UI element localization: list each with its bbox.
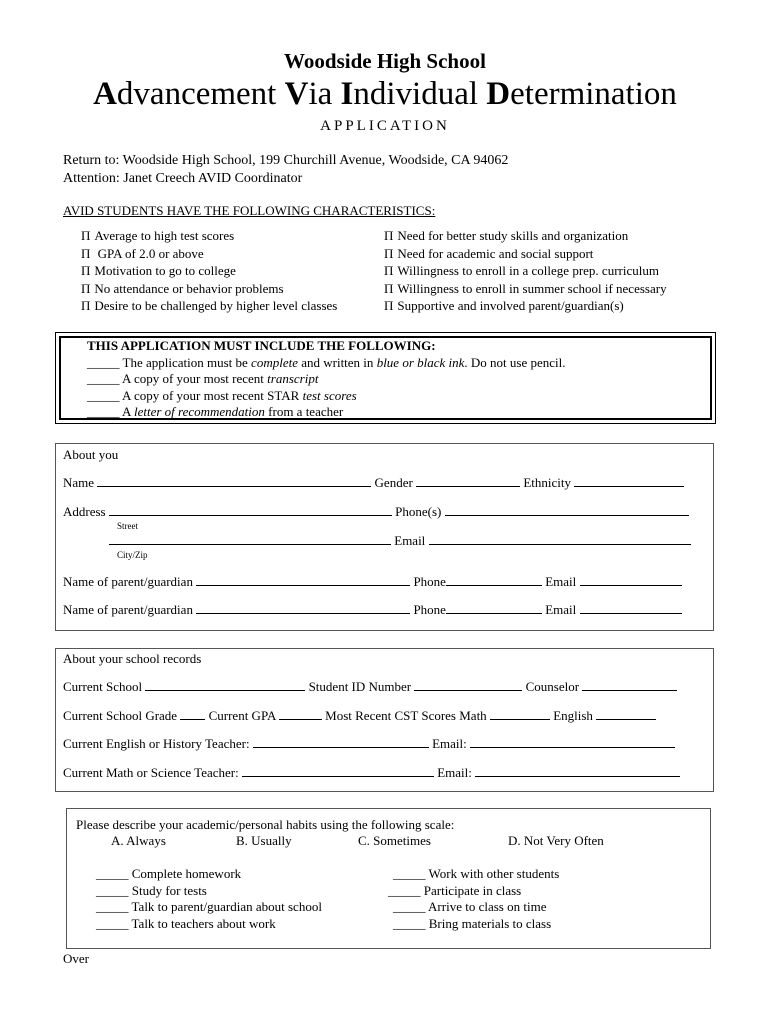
- attention-line: Attention: Janet Creech AVID Coordinator: [63, 171, 303, 186]
- habits-right-list: [388, 866, 560, 932]
- city-zip-field[interactable]: [109, 533, 391, 545]
- parent-email-field-2[interactable]: [580, 602, 682, 614]
- parent-name-field-1[interactable]: [196, 574, 410, 586]
- phones-label: Phone(s): [395, 504, 442, 519]
- cst-english-field[interactable]: [596, 708, 656, 720]
- math-teacher-email-field[interactable]: [475, 765, 680, 777]
- list-item: Π Willingness to enroll in summer school if necessary: [384, 280, 667, 296]
- characteristics-right-list: [384, 227, 667, 315]
- parent-row-1: Name of parent/guardian Phone Email: [63, 574, 682, 590]
- list-item: Π Willingness to enroll in a college prep. curriculum: [384, 263, 659, 278]
- gender-label: Gender: [374, 475, 413, 490]
- list-item: _____ Complete homework: [96, 866, 242, 881]
- checkbox-blank[interactable]: _____: [87, 354, 120, 370]
- rating-blank[interactable]: _____: [96, 915, 129, 931]
- phones-field[interactable]: [445, 504, 689, 516]
- list-item: Π Need for better study skills and organization: [384, 228, 629, 243]
- scale-not-very-often: D. Not Very Often: [508, 833, 604, 848]
- list-item: _____ Talk to parent/guardian about school: [96, 899, 322, 914]
- about-you-heading: About you: [63, 447, 119, 462]
- rating-blank[interactable]: _____: [388, 882, 421, 898]
- rating-blank[interactable]: _____: [393, 866, 426, 881]
- list-item: _____ Bring materials to class: [393, 915, 552, 931]
- requirement-item: _____ A copy of your most recent transcript: [87, 371, 319, 386]
- requirement-item: _____ A copy of your most recent STAR test scores: [87, 387, 357, 403]
- rating-blank[interactable]: _____: [393, 915, 426, 931]
- return-address: Return to: Woodside High School, 199 Churchill Avenue, Woodside, CA 94062: [63, 153, 509, 168]
- characteristics-heading: AVID STUDENTS HAVE THE FOLLOWING CHARACTERISTICS:: [63, 203, 436, 218]
- checkbox-blank[interactable]: _____: [87, 387, 120, 403]
- habits-intro: Please describe your academic/personal habits using the following scale:: [76, 817, 455, 832]
- requirement-item: _____ The application must be complete and written in blue or black ink. Do not use pencil.: [87, 354, 566, 370]
- cst-math-field[interactable]: [490, 708, 550, 720]
- parent-phone-field-2[interactable]: [446, 602, 542, 614]
- scale-usually: B. Usually: [236, 833, 292, 848]
- page-subtitle: APPLICATION: [320, 118, 450, 134]
- city-row: [109, 533, 691, 549]
- street-field[interactable]: [109, 504, 392, 516]
- address-label: Address: [63, 504, 106, 519]
- list-item: Π Supportive and involved parent/guardian(s): [384, 298, 624, 313]
- checkbox-blank[interactable]: _____: [87, 404, 120, 419]
- requirements-heading: THIS APPLICATION MUST INCLUDE THE FOLLOWING:: [87, 338, 436, 353]
- counselor-field[interactable]: [582, 679, 677, 691]
- list-item: _____ Study for tests: [96, 882, 207, 898]
- ethnicity-label: Ethnicity: [523, 475, 571, 490]
- current-school-row: Current School Student ID Number Counselor: [63, 679, 677, 695]
- list-item: Π Need for academic and social support: [384, 245, 594, 261]
- rating-blank[interactable]: _____: [393, 899, 426, 914]
- rating-blank[interactable]: _____: [96, 866, 129, 881]
- list-item: _____ Arrive to class on time: [393, 899, 547, 914]
- over-label: Over: [63, 951, 89, 966]
- scale-sometimes: C. Sometimes: [358, 833, 431, 848]
- grade-row: Current School Grade Current GPA Most Recent CST Scores Math English: [63, 708, 656, 724]
- list-item: Π Desire to be challenged by higher level classes: [81, 298, 338, 313]
- name-row: [63, 475, 684, 491]
- list-item: _____ Participate in class: [388, 882, 522, 898]
- school-name: Woodside High School: [284, 49, 486, 73]
- name-field[interactable]: [97, 475, 371, 487]
- page-title: Advancement Via Individual Determination: [93, 76, 677, 112]
- parent-name-field-2[interactable]: [196, 602, 410, 614]
- parent-phone-field-1[interactable]: [446, 574, 542, 586]
- email-field[interactable]: [429, 533, 691, 545]
- math-teacher-field[interactable]: [242, 765, 434, 777]
- address-row: [63, 504, 689, 520]
- habits-left-list: [96, 866, 322, 932]
- english-teacher-email-field[interactable]: [470, 736, 675, 748]
- ethnicity-field[interactable]: [574, 475, 684, 487]
- checkbox-blank[interactable]: _____: [87, 371, 120, 386]
- list-item: Π Average to high test scores: [81, 228, 235, 243]
- list-item: Π Motivation to go to college: [81, 263, 236, 278]
- current-school-field[interactable]: [145, 679, 305, 691]
- requirement-item: _____ A letter of recommendation from a teacher: [87, 404, 344, 419]
- english-teacher-row: Current English or History Teacher: Email:: [63, 736, 675, 752]
- list-item: _____ Talk to teachers about work: [96, 915, 276, 931]
- list-item: _____ Work with other students: [393, 866, 560, 881]
- characteristics-left-list: [81, 227, 337, 315]
- gpa-field[interactable]: [279, 708, 322, 720]
- email-label: Email: [394, 533, 426, 548]
- school-records-heading: About your school records: [63, 651, 202, 666]
- math-teacher-row: Current Math or Science Teacher: Email:: [63, 765, 680, 781]
- parent-email-field-1[interactable]: [580, 574, 682, 586]
- scale-always: A. Always: [111, 833, 166, 848]
- rating-blank[interactable]: _____: [96, 882, 129, 898]
- parent-row-2: Name of parent/guardian Phone Email: [63, 602, 682, 618]
- list-item: Π No attendance or behavior problems: [81, 280, 284, 296]
- name-label: Name: [63, 475, 95, 490]
- student-id-field[interactable]: [414, 679, 522, 691]
- rating-blank[interactable]: _____: [96, 899, 129, 914]
- gender-field[interactable]: [416, 475, 520, 487]
- requirements-list: [87, 338, 566, 421]
- english-teacher-field[interactable]: [253, 736, 429, 748]
- grade-field[interactable]: [180, 708, 205, 720]
- city-zip-caption: City/Zip: [117, 550, 148, 560]
- list-item: Π GPA of 2.0 or above: [81, 245, 204, 261]
- street-caption: Street: [117, 521, 138, 531]
